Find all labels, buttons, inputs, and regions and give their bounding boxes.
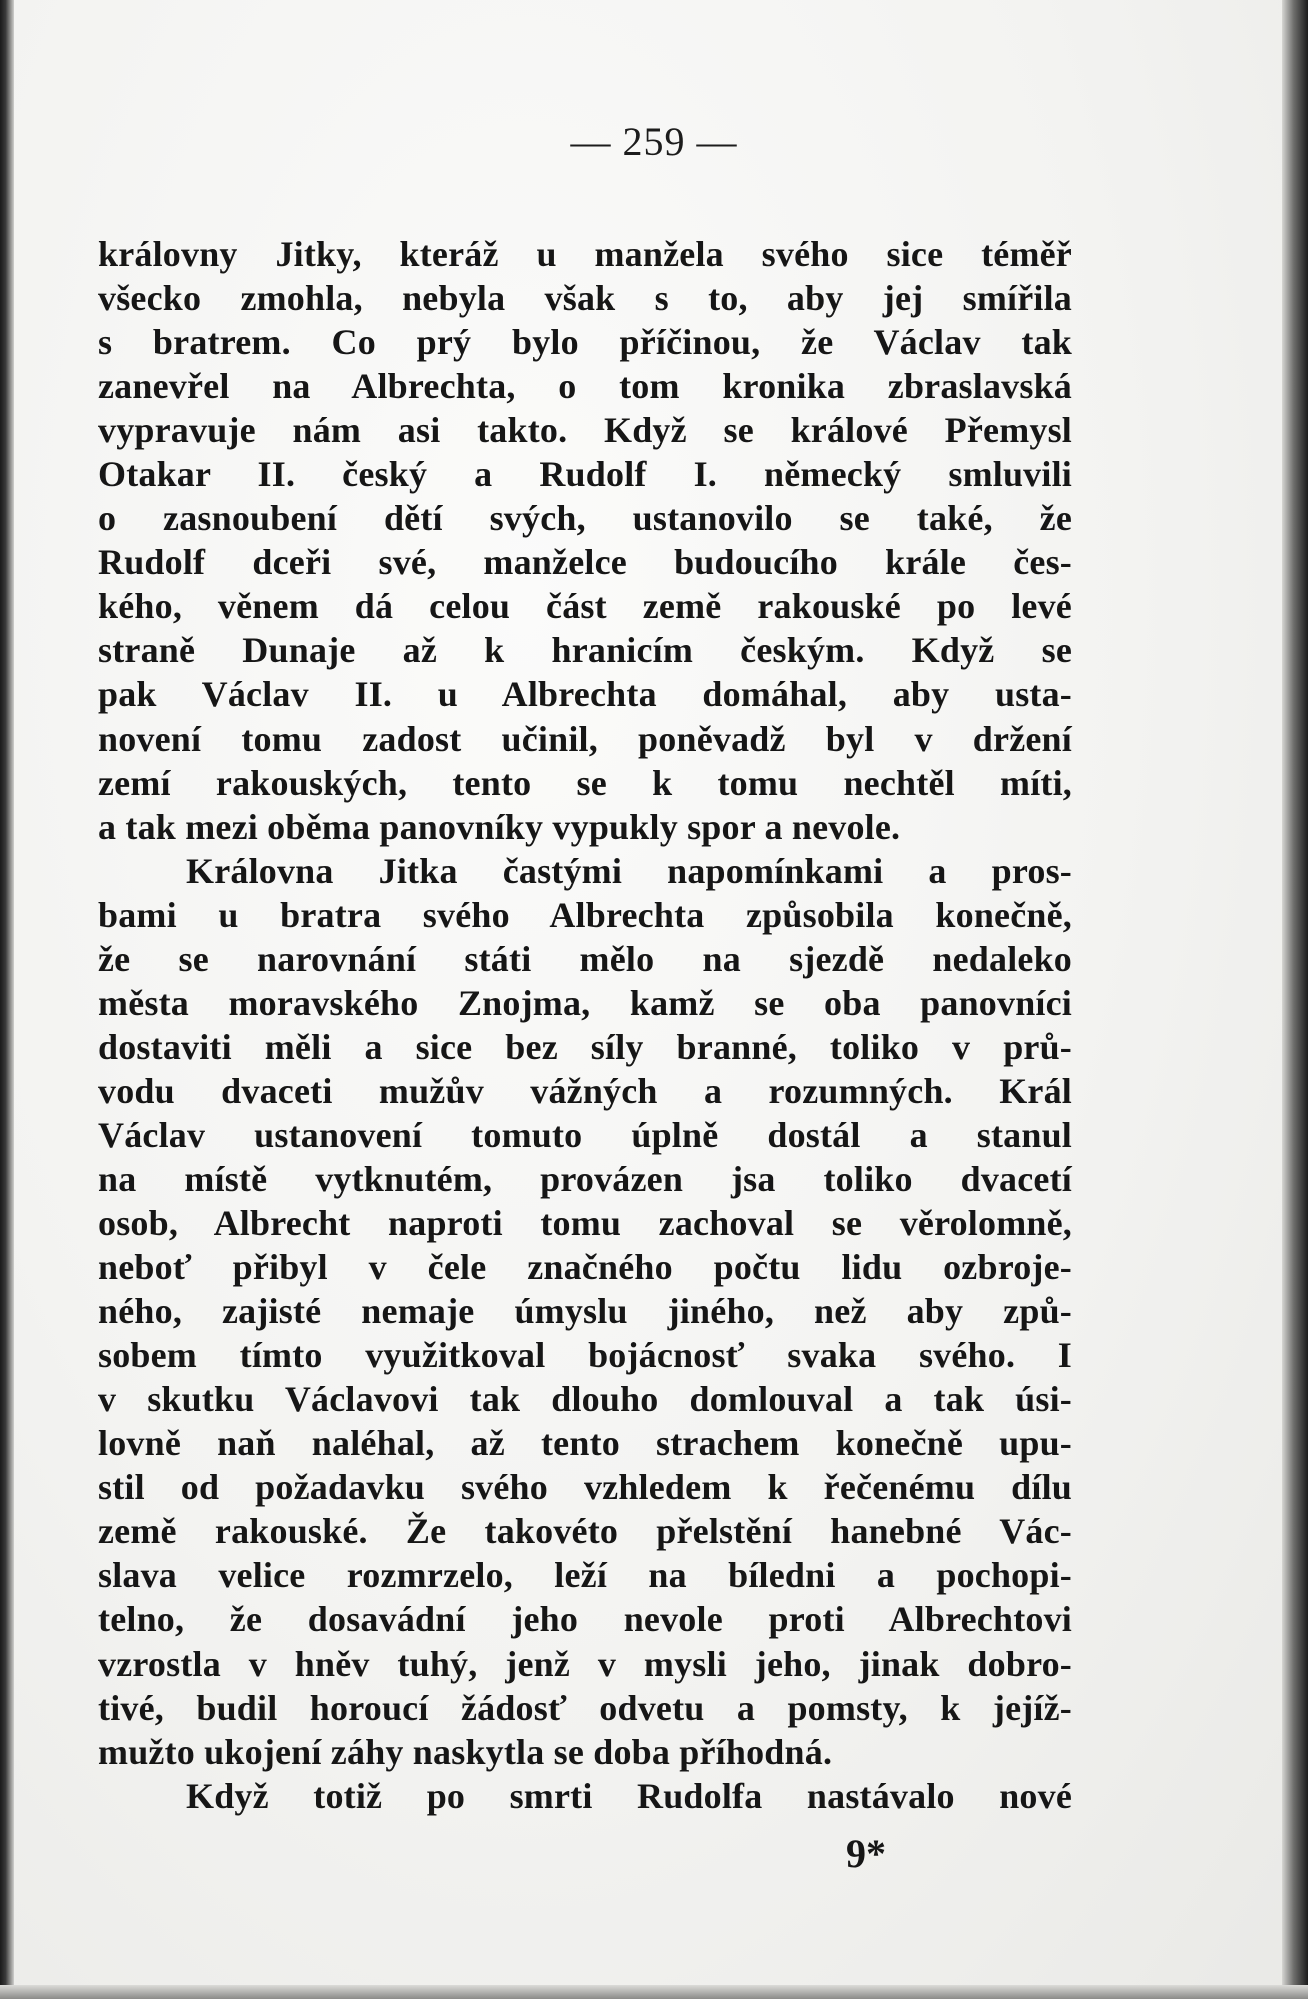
text-line: zanevřel na Albrechta, o tom kronika zbraslavská: [98, 366, 1072, 407]
text-line: Otakar II. český a Rudolf I. německý smluvili: [98, 454, 1072, 495]
text-line: královny Jitky, kteráž u manžela svého sice téměř: [98, 234, 1072, 274]
text-line: bami u bratra svého Albrechta způsobila konečně,: [98, 894, 1072, 935]
text-line: kého, věnem dá celou část země rakouské po levé: [98, 586, 1072, 627]
text-line: města moravského Znojma, kamž se oba panovníci: [98, 982, 1072, 1023]
text-line: slava velice rozmrzelo, leží na bíledni a pochopi-: [98, 1555, 1072, 1596]
text-line: ného, zajisté nemaje úmyslu jiného, než aby způ-: [98, 1291, 1072, 1332]
text-line: sobem tímto využitkoval bojácnosť svaka svého. I: [98, 1335, 1072, 1376]
text-line: a tak mezi oběma panovníky vypukly spor a nevole.: [98, 806, 901, 847]
text-line: neboť přibyl v čele značného počtu lidu ozbroje-: [98, 1247, 1072, 1288]
text-line: Královna Jitka častými napomínkami a pros-: [186, 850, 1072, 891]
text-line: novení tomu zadost učinil, poněvadž byl v držení: [98, 718, 1072, 759]
text-line: telno, že dosavádní jeho nevole proti Albrechtovi: [98, 1599, 1072, 1640]
text-line: vodu dvaceti mužův vážných a rozumných. Král: [98, 1070, 1072, 1111]
page-right-shadow: [1282, 0, 1308, 1999]
text-line: stil od požadavku svého vzhledem k řečenému dílu: [98, 1467, 1072, 1508]
body-text: [98, 232, 1072, 1818]
text-line: vzrostla v hněv tuhý, jenž v mysli jeho, jinak dobro-: [98, 1643, 1072, 1684]
text-line: Když totiž po smrti Rudolfa nastávalo nové: [186, 1775, 1072, 1816]
text-line: země rakouské. Že takovéto přelstění hanebné Vác-: [98, 1511, 1072, 1552]
text-line: s bratrem. Co prý bylo příčinou, že Václav tak: [98, 322, 1072, 363]
text-line: lovně naň naléhal, až tento strachem konečně upu-: [98, 1423, 1072, 1464]
text-line: v skutku Václavovi tak dlouho domlouval a tak úsi-: [98, 1379, 1072, 1420]
text-line: dostaviti měli a sice bez síly branné, toliko v prů-: [98, 1026, 1072, 1067]
text-line: straně Dunaje až k hranicím českým. Když se: [98, 630, 1072, 671]
page-number: — 259 —: [570, 119, 738, 164]
text-line: osob, Albrecht naproti tomu zachoval se věrolomně,: [98, 1203, 1072, 1244]
page-left-shadow: [0, 0, 14, 1999]
text-line: že se narovnání státi mělo na sjezdě nedaleko: [98, 938, 1072, 979]
text-line: Rudolf dceři své, manželce budoucího krále čes-: [98, 542, 1072, 583]
text-line: Václav ustanovení tomuto úplně dostál a stanul: [98, 1114, 1072, 1155]
text-line: mužto ukojení záhy naskytla se doba příhodná.: [98, 1731, 833, 1772]
text-line: pak Václav II. u Albrechta domáhal, aby usta-: [98, 674, 1072, 715]
text-line: na místě vytknutém, provázen jsa toliko dvacetí: [98, 1158, 1072, 1199]
text-line: zemí rakouských, tento se k tomu nechtěl míti,: [98, 762, 1072, 803]
text-line: všecko zmohla, nebyla však s to, aby jej smířila: [98, 278, 1072, 319]
text-line: o zasnoubení dětí svých, ustanovilo se také, že: [98, 498, 1072, 539]
text-line: vypravuje nám asi takto. Když se králové Přemysl: [98, 410, 1072, 451]
page-bottom-shadow: [0, 1985, 1308, 1999]
text-line: tivé, budil horoucí žádosť odvetu a pomsty, k jejíž-: [98, 1687, 1072, 1728]
signature-mark: 9*: [846, 1831, 886, 1876]
